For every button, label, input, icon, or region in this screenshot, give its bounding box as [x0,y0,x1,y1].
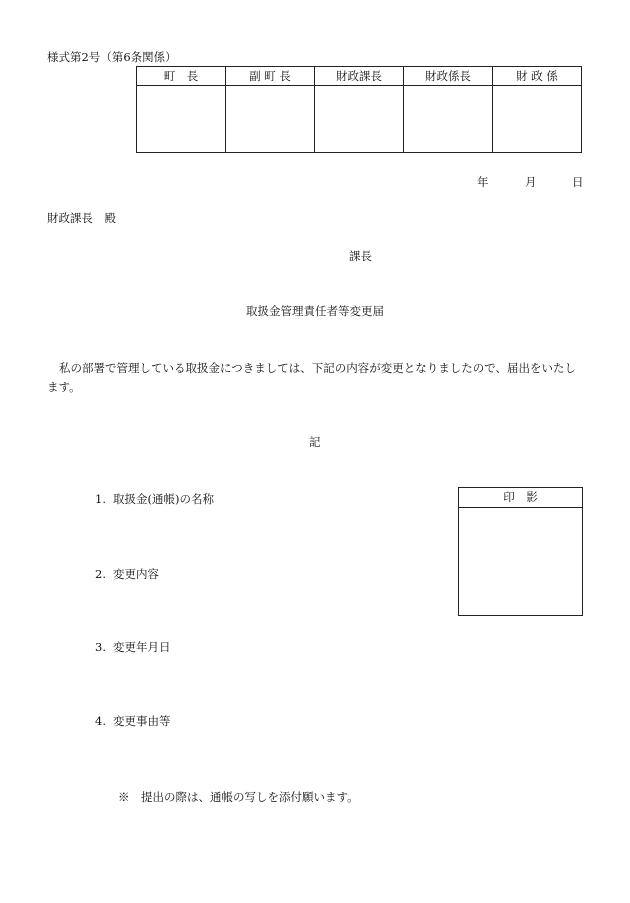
ki-heading: 記 [309,435,321,449]
approval-header-deputy-mayor: 副 町 長 [226,67,315,86]
date-year: 年 [477,175,489,189]
item-number: 3. [95,640,106,654]
approval-header-finance-staff: 財 政 係 [493,67,582,86]
addressee: 財政課長 殿 [47,211,116,225]
form-label: 様式第2号（第6条関係） [47,50,177,64]
item-number: 1. [95,492,106,506]
seal-impression-box [458,487,583,616]
item-label: 変更年月日 [113,640,171,654]
approval-stamp-cell [137,86,226,153]
date-month: 月 [525,175,537,189]
item-4 [95,713,171,729]
document-title: 取扱金管理責任者等変更届 [246,304,384,318]
approval-stamp-cell [404,86,493,153]
approval-stamp-cell [226,86,315,153]
item-number: 2. [95,567,106,581]
body-paragraph: 私の部署で管理している取扱金につきましては、下記の内容が変更となりましたので、届出をいたします。 [47,361,577,394]
approval-stamp-cell [315,86,404,153]
sender-title: 課長 [349,249,372,263]
item-1 [95,491,214,507]
approval-stamp-table [136,66,582,153]
approval-header-mayor: 町 長 [137,67,226,86]
item-label: 取扱金(通帳)の名称 [113,492,214,506]
item-label: 変更内容 [113,567,159,581]
item-number: 4. [95,714,106,728]
date-day: 日 [572,175,584,189]
approval-header-finance-director: 財政課長 [315,67,404,86]
item-3 [95,639,171,655]
item-label: 変更事由等 [113,714,171,728]
approval-header-finance-chief: 財政係長 [404,67,493,86]
seal-label: 印 影 [459,488,582,508]
footer-note: ※ 提出の際は、通帳の写しを添付願います。 [118,790,359,804]
item-2 [95,566,159,582]
approval-stamp-cell [493,86,582,153]
